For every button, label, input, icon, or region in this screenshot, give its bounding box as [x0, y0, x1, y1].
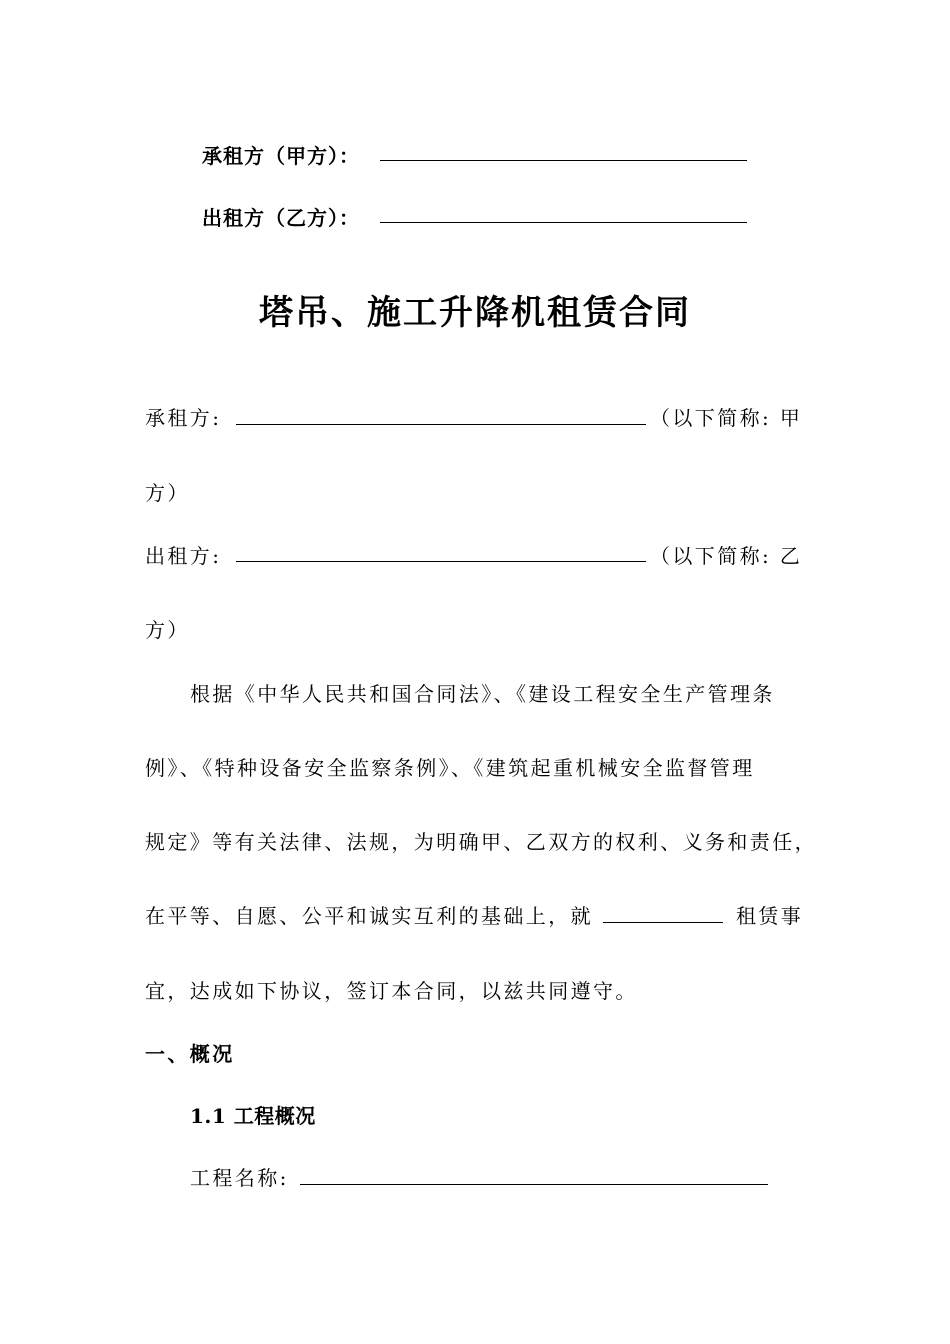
lessee-suffix-wrap: 方）: [145, 481, 190, 505]
section-1-heading: 一、概况: [145, 1042, 235, 1066]
lessee-suffix: （以下简称: 甲: [650, 406, 803, 430]
lessee-label: 承租方:: [145, 406, 222, 430]
lessor-suffix: （以下简称: 乙: [650, 544, 803, 568]
lease-subject-blank[interactable]: [603, 922, 723, 923]
lessee-blank[interactable]: [236, 424, 646, 425]
header-lessor-blank[interactable]: [380, 222, 747, 223]
project-name-blank[interactable]: [300, 1184, 768, 1185]
preamble-line-4-after: 租赁事: [736, 904, 804, 928]
contract-title: 塔吊、施工升降机租赁合同: [259, 293, 691, 333]
project-name-label: 工程名称:: [190, 1166, 289, 1190]
header-lessee-label: 承租方（甲方）：: [202, 144, 360, 168]
preamble-line-5: 宜，达成如下协议，签订本合同，以兹共同遵守。: [145, 979, 638, 1003]
lessor-blank[interactable]: [236, 561, 646, 562]
header-lessee-blank[interactable]: [380, 160, 747, 161]
section-1-1-heading: 1.1 工程概况: [190, 1104, 316, 1128]
header-lessor-label: 出租方（乙方）：: [202, 206, 360, 230]
preamble-line-3: 规定》等有关法律、法规，为明确甲、乙双方的权利、义务和责任，: [145, 830, 817, 854]
preamble-line-1: 根据《中华人民共和国合同法》、《建设工程安全生产管理条: [190, 682, 775, 706]
lessor-label: 出租方:: [145, 544, 222, 568]
preamble-line-4-before: 在平等、自愿、公平和诚实互利的基础上，就: [145, 904, 593, 928]
lessor-suffix-wrap: 方）: [145, 618, 190, 642]
preamble-line-2: 例》、《特种设备安全监察条例》、《建筑起重机械安全监督管理: [145, 756, 755, 780]
